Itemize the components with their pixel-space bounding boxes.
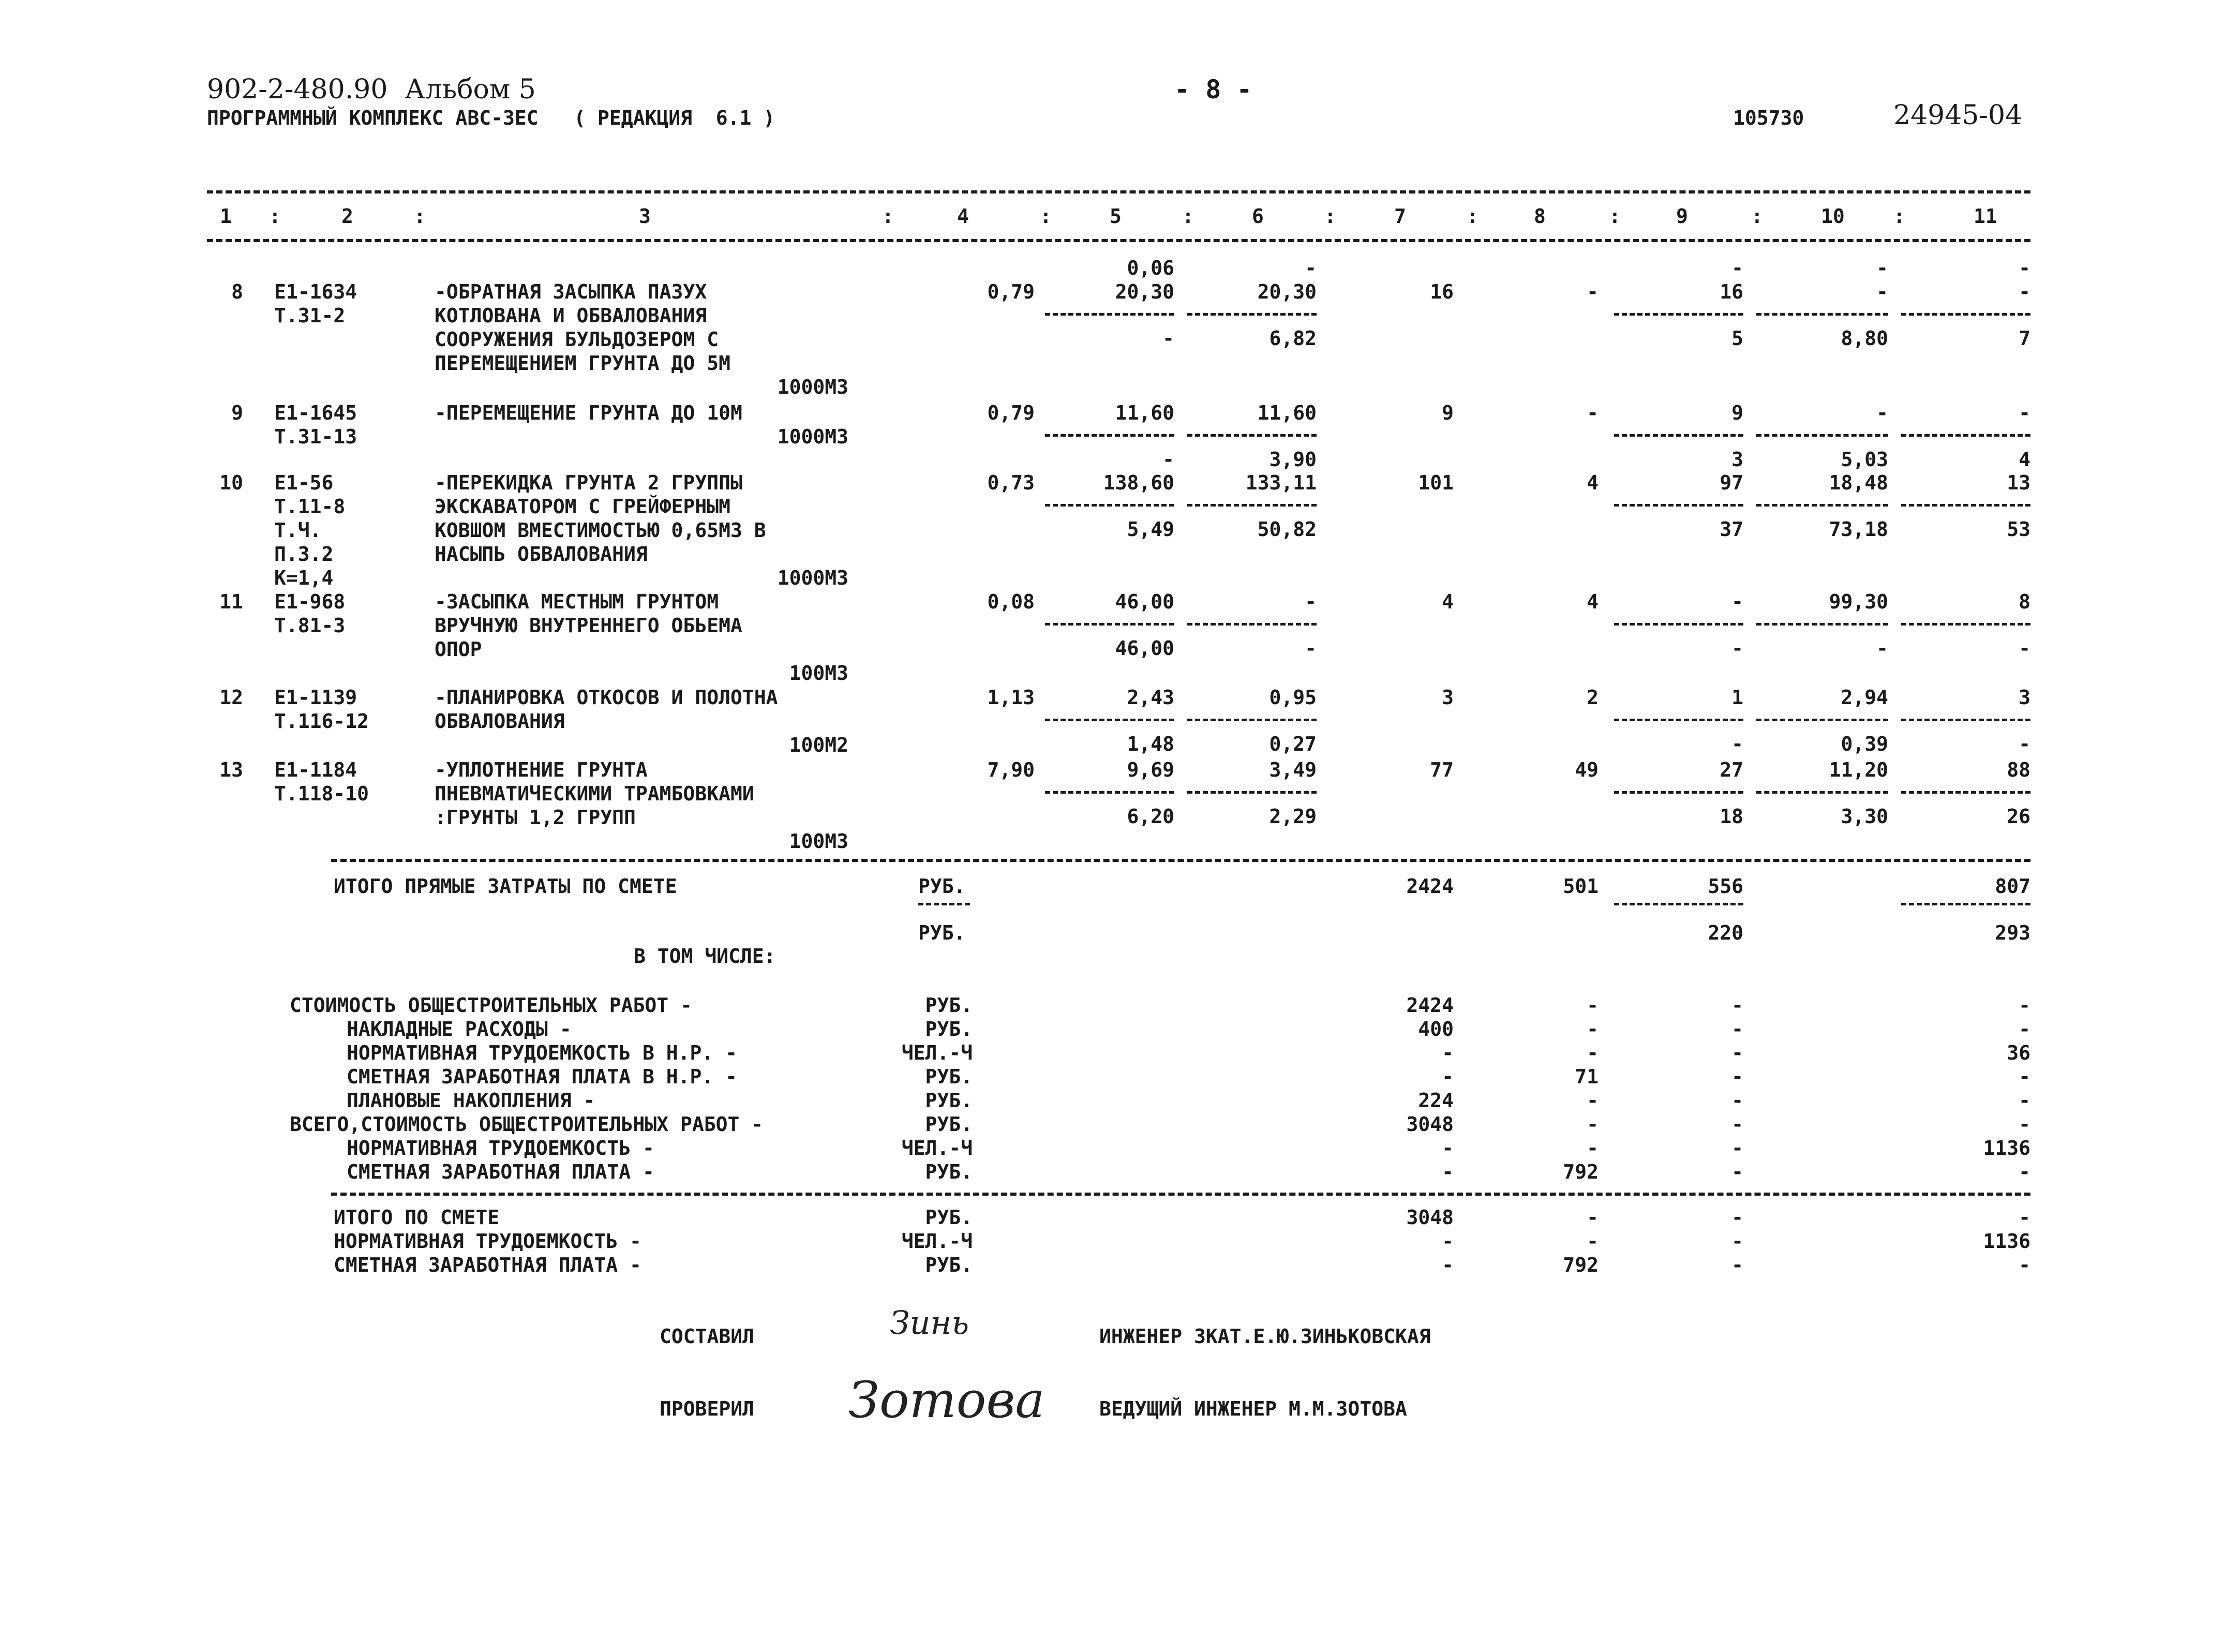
sub-rule [1187,719,1317,721]
row-col8: 2 [1587,686,1599,709]
row-description: ПНЕВМАТИЧЕСКИМИ ТРАМБОВКАМИ [435,782,754,805]
row-code: Т.31-13 [274,425,357,448]
column-separator: : [269,205,281,228]
sub-rule [1756,719,1888,721]
sub-rule [1045,313,1174,316]
summary-label: НАКЛАДНЫЕ РАСХОДЫ - [347,1018,572,1040]
sub-rule [1614,903,1743,905]
summary-col9: - [1731,1041,1743,1064]
summary-label: НОРМАТИВНАЯ ТРУДОЕМКОСТЬ В Н.Р. - [347,1041,737,1064]
column-separator: : [1609,205,1621,228]
row-c10-mid: - [1876,401,1888,424]
row-description: -ПЛАНИРОВКА ОТКОСОВ И ПОЛОТНА [435,686,778,709]
row-unit: 1000М3 [777,376,848,398]
summary-unit: РУБ. [925,1018,973,1040]
row-c10-mid: 11,20 [1829,758,1888,781]
row-c11-bottom: 4 [2019,448,2030,471]
row-col7: 101 [1418,471,1454,494]
totals-direct-unit: РУБ. [918,875,966,898]
row-unit: 100М3 [789,662,848,684]
checked-signature: Зотова [848,1371,1045,1429]
row-c10-mid: - [1876,280,1888,303]
sub-rule [1901,719,2030,721]
row-description: СООРУЖЕНИЯ БУЛЬДОЗЕРОМ С [435,328,719,351]
summary-label: СМЕТНАЯ ЗАРАБОТНАЯ ПЛАТА В Н.Р. - [347,1065,737,1088]
summary-unit: РУБ. [925,994,973,1017]
summary-col9: - [1731,1089,1743,1112]
summary-label: СТОИМОСТЬ ОБЩЕСТРОИТЕЛЬНЫХ РАБОТ - [290,994,692,1017]
summary-col11: 1136 [1983,1137,2030,1159]
summary-unit: ЧЕЛ.-Ч [901,1041,973,1064]
sub-rule [1187,504,1317,507]
row-description: ВРУЧНУЮ ВНУТРЕННЕГО ОБЬЕМА [435,614,742,637]
row-col8: 4 [1587,590,1599,613]
composed-label: СОСТАВИЛ [660,1325,755,1348]
summary-col11: - [2019,1089,2030,1112]
final-label: ИТОГО ПО СМЕТЕ [334,1206,500,1229]
row-c10-bottom: 0,39 [1841,733,1888,755]
column-header-11: 11 [1974,205,1997,228]
sub-rule [918,903,970,905]
final-col8: - [1587,1206,1599,1229]
sub-rule [1187,313,1317,316]
row-col8: - [1587,280,1599,303]
row-c11-mid: 13 [2007,471,2030,494]
row-description: КОТЛОВАНА И ОБВАЛОВАНИЯ [435,304,707,327]
column-header-9: 9 [1676,205,1688,228]
row-c9-bottom: 18 [1720,805,1743,828]
row-c9-mid: 9 [1731,401,1743,424]
summary-col9: - [1731,1137,1743,1159]
header-rule-top [207,190,2030,194]
row-c10-mid: 99,30 [1829,590,1888,613]
sub-rule [1614,434,1743,437]
row-col4: 0,79 [987,401,1035,424]
sub-rule [1614,719,1743,721]
sub-rule [1901,623,2030,626]
sub-rule [1901,504,2030,507]
row-c6-bottom: - [1305,637,1317,660]
row-description: -ПЕРЕКИДКА ГРУНТА 2 ГРУППЫ [435,471,742,494]
summary-col11: - [2019,1113,2030,1136]
summary-col8: - [1587,1041,1599,1064]
summary-col8: - [1587,1113,1599,1136]
row-col4: 0,08 [987,590,1035,613]
row-col7: 9 [1442,401,1454,424]
row-code: Т.118-10 [274,782,369,805]
row-c6-bottom: 50,82 [1257,518,1317,541]
totals-direct-col9b: 220 [1708,921,1743,944]
column-header-7: 7 [1394,205,1406,228]
sub-rule [1045,791,1174,794]
row-code: Т.Ч. [274,519,322,542]
row-c6-bottom: 6,82 [1269,327,1317,350]
row-c10-mid: 18,48 [1829,471,1888,494]
row-number: 13 [219,758,243,781]
row-c9-mid: - [1731,590,1743,613]
sub-rule [1901,903,2030,905]
summary-col7: - [1442,1160,1454,1183]
row-code: П.3.2 [274,543,334,565]
row-c5-bottom: - [1162,327,1174,350]
row-c6-mid: 3,49 [1269,758,1317,781]
final-col9: - [1731,1254,1743,1276]
column-separator: : [1751,205,1763,228]
column-header-10: 10 [1821,205,1845,228]
row-col4: 1,13 [987,686,1035,709]
row-c10-mid: 2,94 [1841,686,1888,709]
row-description: ОПОР [435,638,482,661]
final-col9: - [1731,1206,1743,1229]
summary-label: ВСЕГО,СТОИМОСТЬ ОБЩЕСТРОИТЕЛЬНЫХ РАБОТ - [290,1113,764,1136]
summary-unit: РУБ. [925,1065,973,1088]
column-separator: : [1893,205,1905,228]
sub-rule [1187,434,1317,437]
summary-col11: 36 [2007,1041,2030,1064]
column-separator: : [414,205,426,228]
final-col11: - [2019,1254,2030,1276]
row-unit: 100М3 [789,830,848,853]
page-number: - 8 - [1174,75,1252,105]
summary-col9: - [1731,1065,1743,1088]
summary-col9: - [1731,1160,1743,1183]
row-c11-top: - [2019,257,2030,279]
summary-col11: - [2019,1065,2030,1088]
row-c5-mid: 46,00 [1115,590,1174,613]
sub-rule [1614,791,1743,794]
final-col9: - [1731,1230,1743,1253]
row-c10-bottom: 5,03 [1841,448,1888,471]
row-col7: 16 [1430,280,1454,303]
totals-direct-col11b: 293 [1995,921,2030,944]
row-c10-bottom: 73,18 [1829,518,1888,541]
totals-direct-unit2: РУБ. [918,921,966,944]
final-unit: ЧЕЛ.-Ч [901,1230,973,1253]
row-c6-top: - [1305,257,1317,279]
row-col4: 0,73 [987,471,1035,494]
sub-rule [1187,791,1317,794]
sub-rule [1614,623,1743,626]
row-number: 11 [219,590,243,613]
row-col8: 4 [1587,471,1599,494]
row-unit: 1000М3 [777,567,848,589]
row-code: Е1-1139 [274,686,357,709]
column-header-6: 6 [1252,205,1264,228]
sub-rule [1901,791,2030,794]
column-separator: : [1324,205,1336,228]
sub-rule [1187,623,1317,626]
totals-direct-label: ИТОГО ПРЯМЫЕ ЗАТРАТЫ ПО СМЕТЕ [334,875,677,898]
row-c9-bottom: - [1731,733,1743,755]
row-c5-mid: 2,43 [1127,686,1174,709]
summary-col8: - [1587,1089,1599,1112]
column-header-2: 2 [341,205,353,228]
row-code: Е1-1645 [274,401,357,424]
row-c11-bottom: 53 [2007,518,2030,541]
summary-label: СМЕТНАЯ ЗАРАБОТНАЯ ПЛАТА - [347,1160,654,1183]
sub-rule [1756,791,1888,794]
column-separator: : [1040,205,1052,228]
row-c11-bottom: 26 [2007,805,2030,828]
sub-rule [1756,504,1888,507]
row-code: Т.81-3 [274,614,346,637]
row-col8: - [1587,401,1599,424]
row-description: ЭКСКАВАТОРОМ С ГРЕЙФЕРНЫМ [435,495,730,518]
sub-rule [1756,434,1888,437]
row-number: 12 [219,686,243,709]
final-rule [331,1193,2030,1196]
row-c6-bottom: 2,29 [1269,805,1317,828]
row-code: Т.11-8 [274,495,346,518]
summary-col9: - [1731,994,1743,1017]
final-col7: 3048 [1406,1206,1454,1229]
summary-col7: - [1442,1137,1454,1159]
summary-col9: - [1731,1113,1743,1136]
sub-rule [1045,434,1174,437]
row-code: Е1-1184 [274,758,357,781]
column-separator: : [1467,205,1479,228]
row-description: -ПЕРЕМЕЩЕНИЕ ГРУНТА ДО 10М [435,401,742,424]
column-header-5: 5 [1110,205,1122,228]
column-header-8: 8 [1534,205,1546,228]
summary-col8: 71 [1575,1065,1599,1088]
row-col4: 7,90 [987,758,1035,781]
final-label: НОРМАТИВНАЯ ТРУДОЕМКОСТЬ - [334,1230,641,1253]
row-c9-top: - [1731,257,1743,279]
sub-rule [1614,313,1743,316]
totals-direct-col7: 2424 [1406,875,1454,898]
summary-col7: 400 [1418,1018,1454,1040]
row-description: -УПЛОТНЕНИЕ ГРУНТА [435,758,648,781]
summary-col8: 792 [1563,1160,1599,1183]
row-col8: 49 [1575,758,1599,781]
summary-unit: РУБ. [925,1113,973,1136]
row-description: ОБВАЛОВАНИЯ [435,710,565,733]
summary-col9: - [1731,1018,1743,1040]
final-col11: - [2019,1206,2030,1229]
sub-rule [1614,504,1743,507]
row-description: :ГРУНТЫ 1,2 ГРУПП [435,806,636,829]
row-c11-mid: 88 [2007,758,2030,781]
summary-col7: 3048 [1406,1113,1454,1136]
row-col7: 77 [1430,758,1454,781]
row-c6-mid: 133,11 [1245,471,1317,494]
row-c9-mid: 1 [1731,686,1743,709]
row-c5-top: 0,06 [1127,257,1174,279]
row-number: 9 [231,401,243,424]
summary-col11: - [2019,1018,2030,1040]
row-col7: 4 [1442,590,1454,613]
row-c11-mid: 8 [2019,590,2030,613]
final-unit: РУБ. [925,1206,973,1229]
summary-col7: 2424 [1406,994,1454,1017]
totals-direct-col11: 807 [1995,875,2030,898]
row-c9-bottom: 3 [1731,448,1743,471]
row-c5-mid: 20,30 [1115,280,1174,303]
final-label: СМЕТНАЯ ЗАРАБОТНАЯ ПЛАТА - [334,1254,641,1276]
row-c10-bottom: 3,30 [1841,805,1888,828]
including-label: В ТОМ ЧИСЛЕ: [634,945,776,968]
summary-unit: РУБ. [925,1089,973,1112]
summary-col7: 224 [1418,1089,1454,1112]
summary-col11: - [2019,994,2030,1017]
row-c6-mid: 0,95 [1269,686,1317,709]
sub-rule [1756,313,1888,316]
row-col4: 0,79 [987,280,1035,303]
row-c9-mid: 27 [1720,758,1743,781]
row-c10-bottom: - [1876,637,1888,660]
row-description: -ОБРАТНАЯ ЗАСЫПКА ПАЗУХ [435,280,707,303]
row-c11-mid: - [2019,401,2030,424]
row-c6-mid: 20,30 [1257,280,1317,303]
final-col8: 792 [1563,1254,1599,1276]
row-c5-bottom: - [1162,448,1174,471]
totals-rule [331,859,2030,862]
sub-rule [1045,623,1174,626]
row-c9-mid: 97 [1720,471,1743,494]
final-unit: РУБ. [925,1254,973,1276]
row-c6-mid: - [1305,590,1317,613]
row-c11-mid: - [2019,280,2030,303]
program-title: ПРОГРАММНЫЙ КОМПЛЕКС АВС-3ЕС ( РЕДАКЦИЯ 6.1 ) [207,107,775,129]
row-c11-bottom: - [2019,637,2030,660]
summary-col7: - [1442,1065,1454,1088]
row-code: Е1-56 [274,471,334,494]
doc-code: 105730 [1733,107,1804,129]
row-code: Е1-968 [274,590,346,613]
row-c5-bottom: 1,48 [1127,733,1174,755]
sub-rule [1045,719,1174,721]
row-description: -ЗАСЫПКА МЕСТНЫМ ГРУНТОМ [435,590,719,613]
row-c11-mid: 3 [2019,686,2030,709]
row-c10-top: - [1876,257,1888,279]
row-number: 10 [219,471,243,494]
column-header-1: 1 [220,205,232,228]
summary-col8: - [1587,1137,1599,1159]
final-col8: - [1587,1230,1599,1253]
row-c11-bottom: 7 [2019,327,2030,350]
summary-col8: - [1587,994,1599,1017]
final-col7: - [1442,1230,1454,1253]
column-separator: : [882,205,894,228]
row-c11-bottom: - [2019,733,2030,755]
summary-col11: - [2019,1160,2030,1183]
row-number: 8 [231,280,243,303]
row-c6-bottom: 0,27 [1269,733,1317,755]
row-code: К=1,4 [274,567,334,589]
summary-unit: РУБ. [925,1160,973,1183]
row-c5-bottom: 46,00 [1115,637,1174,660]
row-col7: 3 [1442,686,1454,709]
row-c5-mid: 138,60 [1103,471,1174,494]
row-unit: 100М2 [789,734,848,756]
sub-rule [1901,313,2030,316]
row-code: Т.31-2 [274,304,346,327]
row-c9-bottom: - [1731,637,1743,660]
composed-name: ИНЖЕНЕР 3КАТ.Е.Ю.ЗИНЬКОВСКАЯ [1099,1325,1431,1348]
row-c6-mid: 11,60 [1257,401,1317,424]
doc-number: 24945-04 [1893,100,2023,131]
row-c6-bottom: 3,90 [1269,448,1317,471]
checked-name: ВЕДУЩИЙ ИНЖЕНЕР М.М.ЗОТОВА [1099,1397,1407,1420]
sub-rule [1045,504,1174,507]
row-description: НАСЫПЬ ОБВАЛОВАНИЯ [435,543,648,565]
column-header-3: 3 [639,205,651,228]
final-col11: 1136 [1983,1230,2030,1253]
sub-rule [1901,434,2030,437]
composed-signature: Зинь [890,1304,969,1342]
row-description: КОВШОМ ВМЕСТИМОСТЬЮ 0,65М3 В [435,519,766,542]
column-separator: : [1182,205,1194,228]
sub-rule [1756,623,1888,626]
summary-unit: ЧЕЛ.-Ч [901,1137,973,1159]
row-c5-mid: 9,69 [1127,758,1174,781]
row-c5-bottom: 6,20 [1127,805,1174,828]
row-code: Е1-1634 [274,280,357,303]
checked-label: ПРОВЕРИЛ [660,1397,755,1420]
totals-direct-col8: 501 [1563,875,1599,898]
totals-direct-col9: 556 [1708,875,1743,898]
header-rule-bottom [207,239,2030,242]
row-c5-mid: 11,60 [1115,401,1174,424]
row-c9-bottom: 37 [1720,518,1743,541]
row-c9-bottom: 5 [1731,327,1743,350]
summary-col8: - [1587,1018,1599,1040]
summary-label: НОРМАТИВНАЯ ТРУДОЕМКОСТЬ - [347,1137,654,1159]
row-unit: 1000М3 [777,425,848,448]
summary-label: ПЛАНОВЫЕ НАКОПЛЕНИЯ - [347,1089,595,1112]
summary-col7: - [1442,1041,1454,1064]
album-number: 902-2-480.90 Альбом 5 [207,74,536,105]
row-code: Т.116-12 [274,710,369,733]
final-col7: - [1442,1254,1454,1276]
row-c5-bottom: 5,49 [1127,518,1174,541]
column-header-4: 4 [957,205,969,228]
row-c9-mid: 16 [1720,280,1743,303]
row-c10-bottom: 8,80 [1841,327,1888,350]
row-description: ПЕРЕМЕЩЕНИЕМ ГРУНТА ДО 5М [435,352,730,375]
